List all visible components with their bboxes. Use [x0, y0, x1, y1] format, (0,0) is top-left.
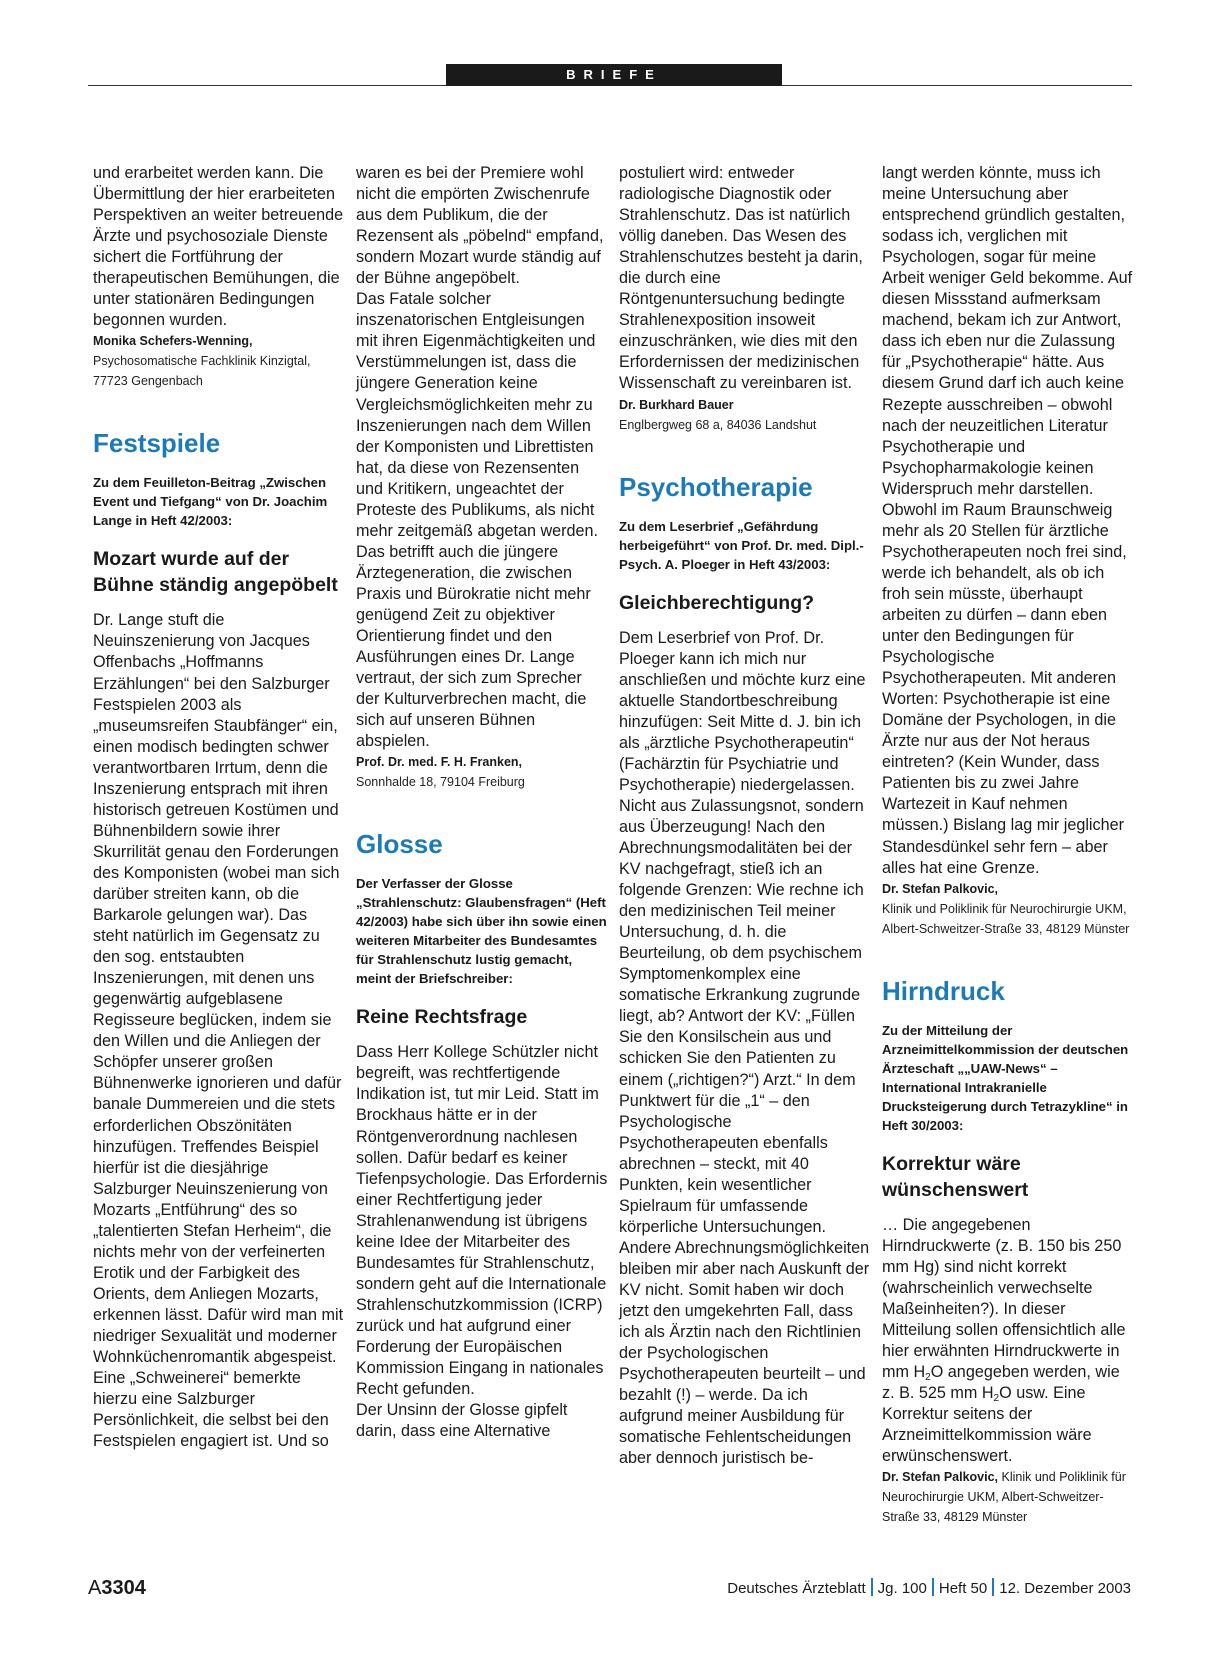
rubric-festspiele: Festspiele — [93, 428, 221, 459]
signature-address: Klinik und Poliklinik für Neurochirurgie UKM, Albert-Schweitzer-Straße 33, 48129 Münster — [882, 901, 1130, 936]
column-1 — [93, 163, 345, 1452]
journal-issue: Heft 50 — [938, 1580, 988, 1597]
signature-address: Sonnhalde 18, 79104 Freiburg — [356, 775, 525, 790]
signature-address: Englbergweg 68 a, 84036 Landshut — [619, 417, 817, 432]
letter-intro: Der Verfasser der Glosse „Strahlenschutz: Glaubensfragen“ (Heft 42/2003) habe sich über ihn sowie einen weiteren Mitarbeiter des Bundesamtes für Strahlenschutz lustig gemacht, meint der Briefschreiber: — [356, 876, 607, 987]
letter-paragraph — [882, 1215, 1134, 1468]
section-tab: BRIEFE — [446, 64, 782, 86]
letter-paragraph: Dass Herr Kollege Schützler nicht begreift, was rechtfertigende Indikation ist, tut mir Leid. Statt im Brockhaus hätte er in der Röntgenverordnung nachlesen sollen. Dafür bedarf es keiner Tiefenpsychologie. Das Erfordernis einer Rechtfertigung jeder Strahlenanwendung ist übrigens keine Idee der Mitarbeiter des Bundesamtes für Strahlenschutz, sondern geht auf die Internationale Strahlenschutzkommission (ICRP) zurück und hat aufgrund einer Forderung der Europäischen Kommission Eingang in nationales Recht gefunden. — [356, 1043, 608, 1399]
column-2 — [356, 163, 608, 1442]
signature-name: Dr. Burkhard Bauer — [619, 397, 734, 412]
rubric-psychotherapie: Psychotherapie — [619, 471, 813, 502]
letter-paragraph: Dem Leserbrief von Prof. Dr. Ploeger kann ich mich nur anschließen und möchte kurz eine aktuelle Standortbeschreibung hinzufügen: Seit Mitte d. J. bin ich als „ärztliche Psychotherapeutin“ (Fachärztin für Psychiatrie und Psychotherapie) niedergelassen. Nicht aus Zulassungsnot, sondern aus Überzeugung! Nach den Abrechnungsmodalitäten bei der KV nachgefragt, stieß ich an folgende Grenzen: Wie rechne ich den medizinischen Teil meiner Untersuchung, d. h. die Beurteilung, ob dem psychischem Symptomenkomplex eine somatische Erkrankung zugrunde liegt, ab? Antwort der KV: „Füllen Sie den Konsilschein aus und schicken Sie den Patienten zu einem („richtigen?“) Arzt.“ In dem Punktwert für die „1“ – den Psychologische Psychotherapeuten ebenfalls abrechnen – steckt, mit 40 Punkten, kein wesentlicher Spielraum für umfassende körperliche Untersuchungen. Andere Abrechnungsmöglichkeiten bleiben mir aber nach Auskunft der KV nicht. Somit haben wir doch jetzt den umgekehrten Fall, dass ich als Ärztin nach den Richtlinien der Psychologischen Psychotherapeuten beurteilt – und bezahlt (!) – werde. Da ich aufgrund meiner Ausbildung für somatische Fehlentscheidungen aber dennoch juristisch be- — [619, 628, 870, 1468]
page-number — [88, 1576, 146, 1600]
journal-info — [727, 1578, 1131, 1600]
separator — [992, 1578, 994, 1596]
letter-paragraph: postuliert wird: entweder radiologische Diagnostik oder Strahlenschutz. Das ist natürlich völlig daneben. Das Wesen des Strahlenschutzes besteht ja darin, die durch eine Röntgenuntersuchung bedingte Strahlenexposition insoweit einzuschränken, wie dies mit den Erfordernissen der medizinischen Wissenschaft zu vereinbaren ist. — [619, 164, 863, 393]
signature-name: Prof. Dr. med. F. H. Franken, — [356, 755, 523, 770]
letter-headline: Mozart wurde auf der Bühne ständig angepöbelt — [93, 548, 338, 597]
letter-headline: Korrektur wäre wünschenswert — [882, 1152, 1029, 1201]
subscript: 2 — [993, 1392, 1000, 1404]
rubric-glosse: Glosse — [356, 829, 443, 860]
paragraph-part: O usw. Eine Korrektur seitens der Arzneimittelkommission wäre erwünschenswert. — [882, 1383, 1092, 1466]
letter-paragraph: Das Fatale solcher inszenatorischen Entgleisungen mit ihren Eigenmächtigkeiten und Verstümmelungen ist, dass die jüngere Generation keine Vergleichsmöglichkeiten mehr zu Inszenierungen nach dem Willen der Komponisten und Librettisten hat, da diese von Rezensenten und Kritikern, ungeachtet der Proteste des Publikums, als nicht mehr zeitgemäß abgetan werden. Das betrifft auch die jüngere Ärztegeneration, die zwischen Praxis und Bürokratie nicht mehr genügend Zeit zu objektiver Orientierung findet und den Ausführungen eines Dr. Lange vertraut, der sich zum Sprecher der Kulturverbrechen macht, die sich auf unseren Bühnen abspielen. — [356, 290, 599, 751]
signature-address: 77723 Gengenbach — [93, 374, 203, 389]
journal-date: 12. Dezember 2003 — [999, 1580, 1131, 1597]
letter-intro: Zu dem Leserbrief „Gefährdung herbeigeführt“ von Prof. Dr. med. Dipl.-Psych. A. Ploeger in Heft 43/2003: — [619, 518, 864, 572]
column-3 — [619, 163, 871, 1469]
journal-volume: Jg. 100 — [877, 1580, 927, 1597]
letter-intro: Zu dem Feuilleton-Beitrag „Zwischen Event und Tiefgang“ von Dr. Joachim Lange in Heft 42/2003: — [93, 475, 328, 529]
separator — [871, 1578, 873, 1596]
page-number-value: 3304 — [101, 1577, 146, 1599]
paragraph-part: … Die angegebenen Hirndruckwerte (z. B. 150 bis 250 mm Hg) sind nicht korrekt (wahrscheinlich verwechselte Maßeinheiten?). In dieser Mitteilung sollen offensichtlich alle hier erwähnten Hirndruckwerte in mm H — [882, 1215, 1126, 1381]
letter-paragraph: waren es bei der Premiere wohl nicht die empörten Zwischenrufe aus dem Publikum, die der Rezensent als „pöbelnd“ empfand, sondern Mozart wurde ständig auf der Bühne angepöbelt. — [356, 164, 604, 288]
letter-intro: Zu der Mitteilung der Arzneimittelkommission der deutschen Ärzteschaft „„UAW-News“ – International Intrakranielle Drucksteigerung durch Tetrazykline“ in Heft 30/2003: — [882, 1022, 1129, 1133]
letter-headline: Gleichberechtigung? — [619, 591, 815, 614]
signature-address: Klinik und Poliklinik für Neurochirurgie UKM, Albert-Schweitzer-Straße 33, 48129 Münster — [882, 1470, 1126, 1525]
signature-name: Dr. Stefan Palkovic, — [882, 1470, 999, 1485]
signature-address: Psychosomatische Fachklinik Kinzigtal, — [93, 354, 311, 369]
separator — [932, 1578, 934, 1596]
letter-paragraph: und erarbeitet werden kann. Die Übermittlung der hier erarbeiteten Perspektiven an weiter betreuende Ärzte und psychosoziale Dienste sichert die Fortführung der therapeutischen Bemühungen, die unter stationären Bedingungen begonnen wurden. — [93, 164, 344, 330]
page-prefix: A — [88, 1577, 102, 1599]
signature-name: Dr. Stefan Palkovic, — [882, 881, 999, 896]
signature — [882, 1467, 1134, 1527]
signature-name: Monika Schefers-Wenning, — [93, 334, 253, 349]
journal-name: Deutsches Ärzteblatt — [727, 1580, 866, 1597]
letter-paragraph: Dr. Lange stuft die Neuinszenierung von Jacques Offenbachs „Hoffmanns Erzählungen“ bei den Salzburger Festspielen 2003 als „museumsreifen Staubfänger“ ein, einen modisch bedingten schwer verantwortbaren Irrtum, denn die Inszenierung entsprach mit ihren historisch getreuen Kostümen und Bühnenbildern sowie ihrer Skurrilität genau den Forderungen des Komponisten (wobei man sich darüber streiten kann, ob die Barkarole gelungen war). Das steht natürlich im Gegensatz zu den sog. entstaubten Inszenierungen, mit denen uns gegenwärtig aufgeblasene Regisseure beglücken, indem sie den Willen und die Anliegen der Schöpfer unserer großen Bühnenwerke ignorieren und dafür banale Dummereien und die stets erforderlichen Obszönitäten hinzufügen. Treffendes Beispiel hierfür ist die diesjährige Salzburger Neuinszenierung von Mozarts „Entführung“ des so „talentierten Stefan Herheim“, die nichts mehr von der verfeinerten Erotik und der Farbigkeit des Orients, dem Anliegen Mozarts, erkennen lässt. Dafür wird man mit niedriger Sexualität und moderner Wohnküchenromantik abgespeist. Eine „Schweinerei“ bemerkte hierzu eine Salzburger Persönlichkeit, die selbst bei den Festspielen engagiert ist. Und so — [93, 611, 344, 1451]
paragraph-part: O angegeben werden, wie z. B. 525 mm H — [882, 1362, 1120, 1402]
letter-paragraph: Der Unsinn der Glosse gipfelt darin, dass eine Alternative — [356, 1401, 568, 1441]
letter-headline: Reine Rechtsfrage — [356, 1006, 528, 1029]
rubric-hirndruck: Hirndruck — [882, 975, 1005, 1006]
column-4 — [882, 163, 1134, 1527]
letter-paragraph: langt werden könnte, muss ich meine Untersuchung aber entsprechend gründlich gestalten, sodass ich, verglichen mit Psychologen, sogar für meine Arbeit weniger Geld bekomme. Auf diesen Missstand aufmerksam machend, bekam ich zur Antwort, dass ich eben nur die Zulassung für „Psychotherapie“ hätte. Aus diesem Grund darf ich auch keine Rezepte ausschreiben – obwohl nach der neuzeitlichen Literatur Psychotherapie und Psychopharmakologie keinen Widerspruch mehr darstellen. Obwohl im Raum Braunschweig mehr als 20 Stellen für ärztliche Psychotherapeuten noch frei sind, werde ich behandelt, als ob ich froh sein müsste, überhaupt arbeiten zu dürfen – dann eben unter den Bedingungen für Psychologische Psychotherapeuten. Mit anderen Worten: Psychotherapie ist eine Domäne der Psychologen, in die Ärzte nur aus der Not heraus eintreten? (Kein Wunder, dass Patienten bis zu zwei Jahre Wartezeit in Kauf nehmen müssen.) Bislang lag mir jeglicher Standesdünkel sehr fern – aber alles hat eine Grenze. — [882, 164, 1133, 877]
subscript: 2 — [925, 1371, 931, 1383]
